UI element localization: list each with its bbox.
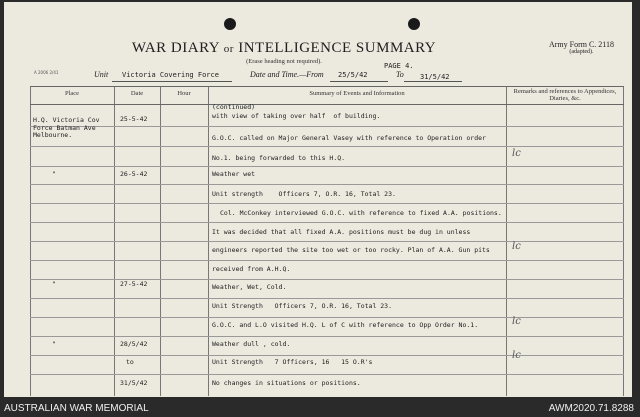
row-13-summary: Weather dull , cold. [212,340,291,348]
row-12-summary: G.O.C. and L.O visited H.Q. L of C with reference to Opp Order No.1. [212,321,479,329]
row-15-summary: No changes in situations or positions. [212,379,361,387]
row-2-date: 25-5-42 [120,115,148,123]
row-10-date: 27-5-42 [120,280,148,288]
column-header-hour: Hour [177,90,191,97]
row-5-summary: Unit strength Officers 7, O.R. 16, Total 23. [212,190,396,198]
subtitle: (Erase heading not required). [246,58,322,65]
row-14-date: to [126,358,134,366]
form-reference [549,40,614,55]
row-9-summary: received from A.H.Q. [212,265,291,273]
title-intelligence-summary: INTELLIGENCE SUMMARY [238,40,437,56]
page-number: PAGE 4. [384,62,414,70]
row-11-summary: Unit Strength Officers 7, O.R. 16, Total 23. [212,302,393,310]
punch-hole-left [224,18,236,30]
row-4-date: 26-5-42 [120,170,148,178]
row-4-place: " [52,170,56,178]
from-date: 25/5/42 [338,71,368,79]
column-header-remarks: Remarks and references to Appendices, Diaries, &c. [513,88,617,102]
form-ref-sub: (adapted). [569,49,594,55]
row-12-initials: lc [512,316,521,327]
row-13-place: " [52,340,56,348]
to-date: 31/5/42 [420,73,450,81]
small-print-mark: A 2006 2/41 [34,70,59,75]
row-10-summary: Weather, Wet, Cold. [212,283,287,291]
row-3-initials: lc [512,148,521,159]
row-13-date: 28/5/42 [120,340,148,348]
row-14-initials: lc [512,350,521,361]
punch-hole-right [408,18,420,30]
row-2-summary: G.O.C. called on Major General Vasey with reference to Operation order [212,134,486,142]
from-underline [330,81,388,82]
row-4-summary: Weather wet [212,170,256,178]
row-2-place: H.Q. Victoria Cov Force Batman Ave Melbourne. [33,116,100,139]
row-7-summary: It was decided that all fixed A.A. positions must be dug in unless [212,228,471,236]
page-title [4,40,564,57]
date-time-label: Date and Time.—From [250,70,324,79]
to-label: To [396,70,404,79]
unit-underline [112,81,232,82]
row-1-summary: (continued) with view of taking over half of building. [212,103,381,120]
title-war-diary: WAR DIARY [131,40,220,56]
column-header-place: Place [64,90,80,97]
row-3-summary: No.1. being forwarded to this H.Q. [212,154,346,162]
row-6-summary: Col. McConkey interviewed G.O.C. with reference to fixed A.A. positions. [220,209,502,217]
row-8-summary: engineers reported the site too wet or too rocky. Plan of A.A. Gun pits [212,246,490,254]
column-header-summary: Summary of Events and Information [309,90,405,97]
form-ref-text: Army Form C. 2118 [548,40,614,49]
row-10-place: " [52,280,56,288]
unit-label: Unit [94,70,109,79]
to-underline [404,81,462,82]
footer-left: AUSTRALIAN WAR MEMORIAL [4,403,149,414]
row-14-summary: Unit Strength 7 Officers, 16 15 O.R's [212,358,373,366]
footer-right: AWM2020.71.8288 [548,403,634,414]
unit-value: Victoria Covering Force [122,71,219,79]
row-15-date: 31/5/42 [120,379,148,387]
row-8-initials: lc [512,241,521,252]
diary-sheet [4,2,632,397]
column-header-date: Date [130,90,144,97]
diary-table [30,86,624,396]
title-or: or [223,43,234,55]
